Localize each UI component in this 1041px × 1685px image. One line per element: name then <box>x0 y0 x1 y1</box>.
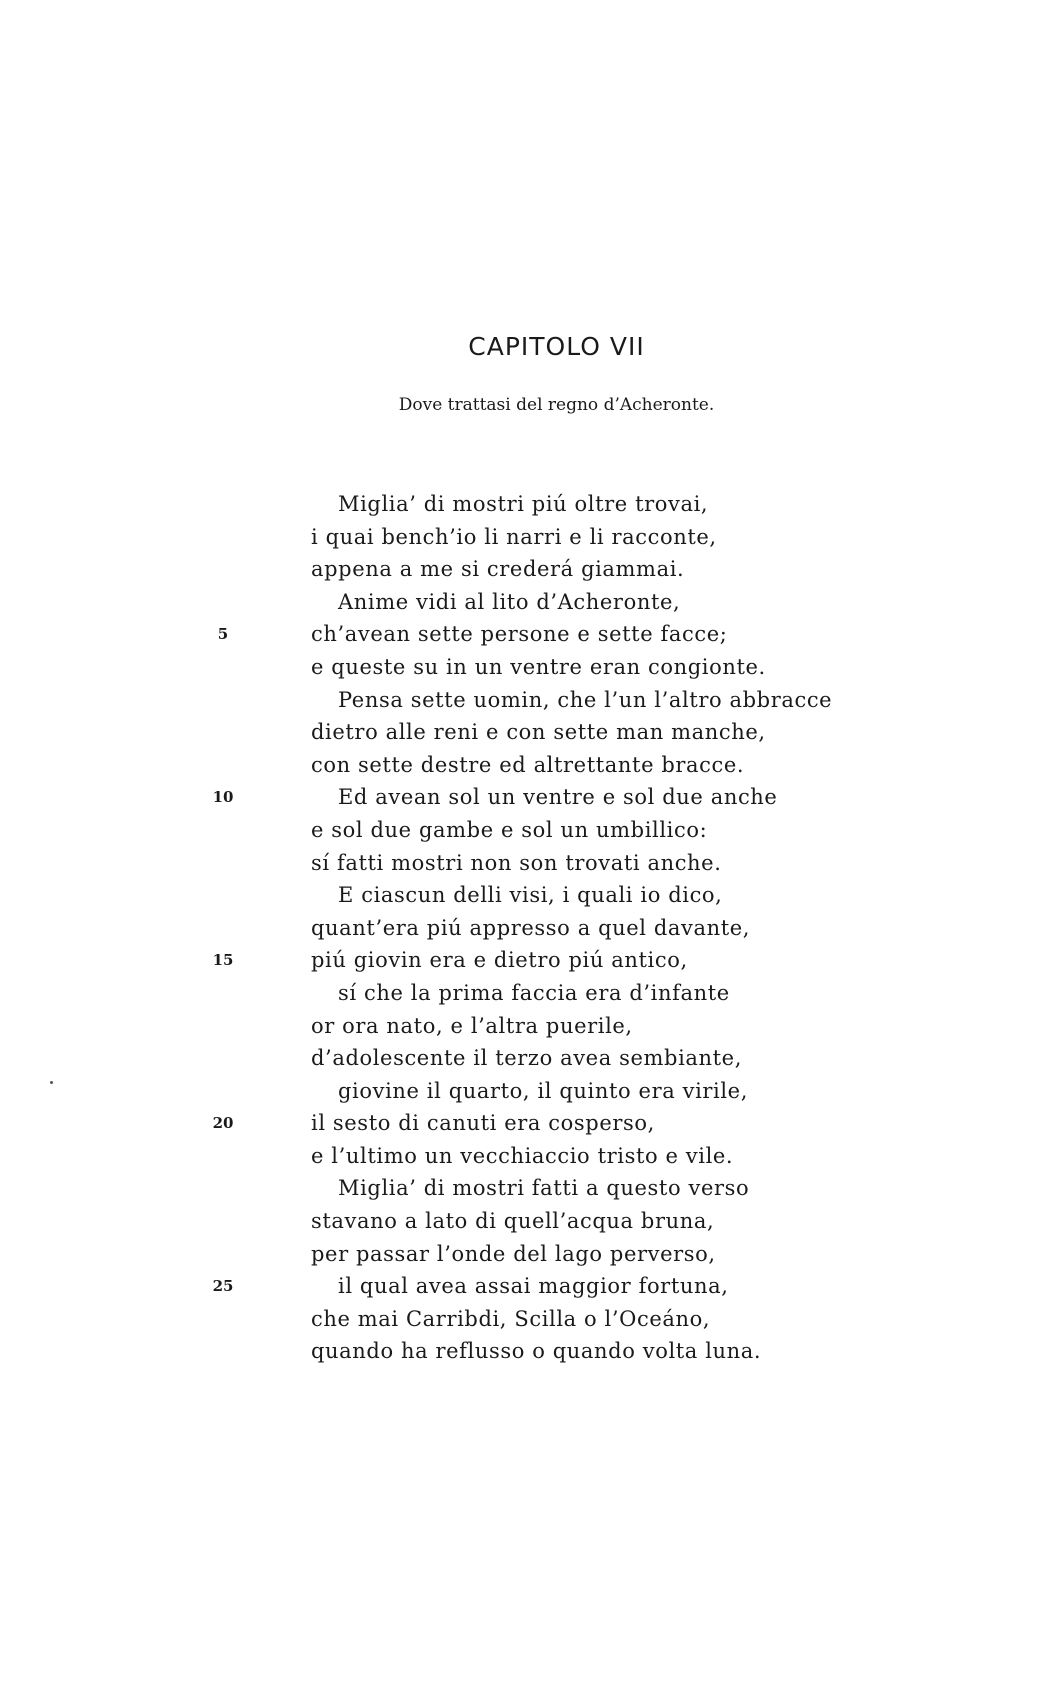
verse-text: stavano a lato di quell’acqua bruna, <box>311 1209 715 1234</box>
verse-line <box>0 1270 1041 1303</box>
verse-line <box>0 716 1041 749</box>
verse-line <box>0 1042 1041 1075</box>
verse-text: piú giovin era e dietro piú antico, <box>311 948 688 973</box>
verse-line <box>0 1335 1041 1368</box>
line-number: 20 <box>212 1114 234 1133</box>
line-number: 10 <box>212 788 234 807</box>
verse-line <box>0 781 1041 814</box>
verse-line <box>0 1075 1041 1108</box>
verse-text: Pensa sette uomin, che l’un l’altro abbracce <box>338 687 833 712</box>
verse-text: con sette destre ed altrettante bracce. <box>311 752 745 777</box>
verse-text: Anime vidi al lito d’Acheronte, <box>338 589 681 614</box>
verse-text: giovine il quarto, il quinto era virile, <box>338 1078 748 1103</box>
verse-text: Ed avean sol un ventre e sol due anche <box>338 785 778 810</box>
verse-text: sí fatti mostri non son trovati anche. <box>311 850 722 875</box>
verse-text: d’adolescente il terzo avea sembiante, <box>311 1046 742 1071</box>
verse-line <box>0 1238 1041 1271</box>
verse-line <box>0 1303 1041 1336</box>
verse-line <box>0 488 1041 521</box>
verse-text: per passar l’onde del lago perverso, <box>311 1241 716 1266</box>
verse-text: il sesto di canuti era cosperso, <box>311 1111 655 1136</box>
verse-text: quando ha reflusso o quando volta luna. <box>311 1339 762 1364</box>
verse-block <box>0 488 1041 1368</box>
verse-text: E ciascun delli visi, i quali io dico, <box>338 883 723 908</box>
stray-ink-mark <box>50 1081 53 1084</box>
verse-line <box>0 1205 1041 1238</box>
verse-text: Miglia’ di mostri fatti a questo verso <box>338 1176 750 1201</box>
verse-line <box>0 944 1041 977</box>
verse-line <box>0 977 1041 1010</box>
verse-text: quant’era piú appresso a quel davante, <box>311 915 751 940</box>
verse-line <box>0 1010 1041 1043</box>
verse-text: che mai Carribdi, Scilla o l’Oceáno, <box>311 1306 711 1331</box>
verse-line <box>0 749 1041 782</box>
verse-text: e queste su in un ventre eran congionte. <box>311 654 766 679</box>
verse-text: or ora nato, e l’altra puerile, <box>311 1013 633 1038</box>
verse-text: ch’avean sette persone e sette facce; <box>311 622 728 647</box>
verse-text: i quai bench’io li narri e li racconte, <box>311 524 717 549</box>
verse-line <box>0 847 1041 880</box>
verse-text: sí che la prima faccia era d’infante <box>338 980 730 1005</box>
verse-line <box>0 1140 1041 1173</box>
verse-line <box>0 618 1041 651</box>
verse-line <box>0 553 1041 586</box>
verse-line <box>0 912 1041 945</box>
line-number: 15 <box>212 951 234 970</box>
verse-line <box>0 1172 1041 1205</box>
verse-line <box>0 521 1041 554</box>
verse-line <box>0 586 1041 619</box>
verse-line <box>0 684 1041 717</box>
verse-text: Miglia’ di mostri piú oltre trovai, <box>338 492 709 516</box>
verse-text: appena a me si crederá giammai. <box>311 557 685 582</box>
verse-text: e sol due gambe e sol un umbillico: <box>311 817 708 842</box>
verse-text: dietro alle reni e con sette man manche, <box>311 720 766 745</box>
chapter-title: CAPITOLO VII <box>468 332 645 361</box>
line-number: 25 <box>212 1277 234 1296</box>
line-number: 5 <box>217 625 229 644</box>
verse-text: il qual avea assai maggior fortuna, <box>338 1274 729 1299</box>
verse-line <box>0 814 1041 847</box>
verse-text: e l’ultimo un vecchiaccio tristo e vile. <box>311 1143 734 1168</box>
verse-line <box>0 651 1041 684</box>
verse-line <box>0 1107 1041 1140</box>
verse-line <box>0 879 1041 912</box>
chapter-subtitle: Dove trattasi del regno d’Acheronte. <box>398 395 715 415</box>
